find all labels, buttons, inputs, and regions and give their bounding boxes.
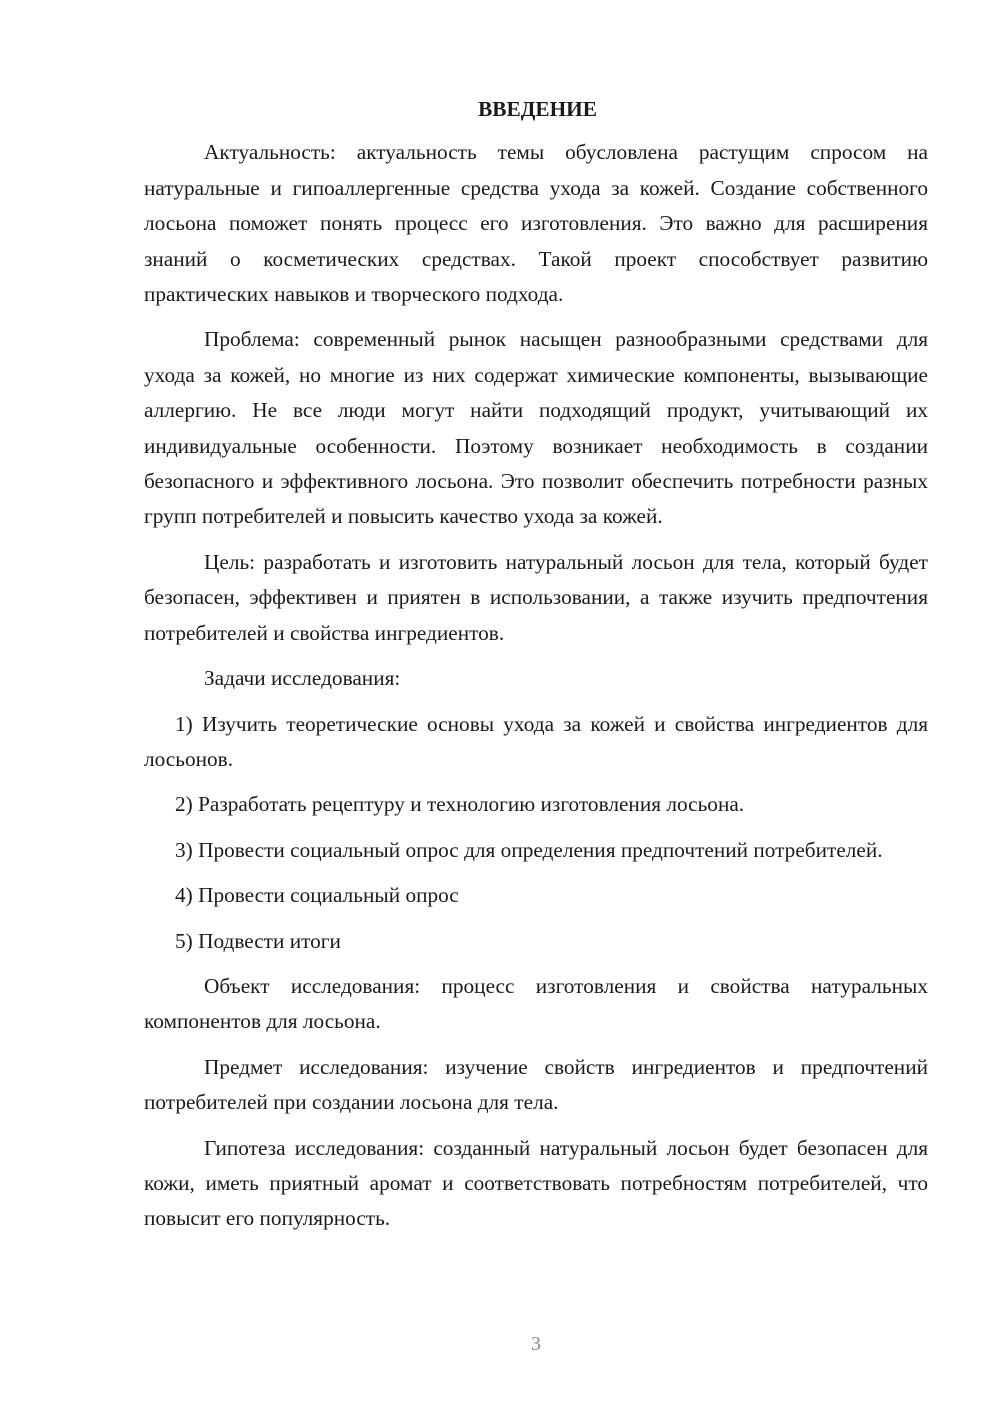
task-item: 5) Подвести итоги xyxy=(175,928,341,953)
tasks-list xyxy=(144,707,928,959)
subject-paragraph: Предмет исследования: изучение свойств ингредиентов и предпочтений потребителей при создании лосьона для тела. xyxy=(144,1054,928,1115)
task-item: 3) Провести социальный опрос для определения предпочтений потребителей. xyxy=(175,837,883,862)
object-paragraph: Объект исследования: процесс изготовления и свойства натуральных компонентов для лосьона. xyxy=(144,973,928,1034)
tasks-heading: Задачи исследования: xyxy=(204,666,401,691)
document-page xyxy=(144,92,928,1247)
task-item: 1) Изучить теоретические основы ухода за кожей и свойства ингредиентов для лосьонов. xyxy=(144,711,928,771)
hypothesis-paragraph: Гипотеза исследования: созданный натуральный лосьон будет безопасен для кожи, иметь приятный аромат и соответствовать потребностям потребителей, что повысит его популярность. xyxy=(144,1135,928,1231)
problem-paragraph: Проблема: современный рынок насыщен разнообразными средствами для ухода за кожей, но многие из них содержат химические компоненты, вызывающие аллергию. Не все люди могут найти подходящий продукт, учитывающий их индивидуальные особенности. Поэтому возникает необходимость в создании безопасного и эффективного лосьона. Это позволит обеспечить потребности разных групп потребителей и повысить качество ухода за кожей. xyxy=(144,327,928,529)
goal-paragraph: Цель: разработать и изготовить натуральный лосьон для тела, который будет безопасен, эффективен и приятен в использовании, а также изучить предпочтения потребителей и свойства ингредиентов. xyxy=(144,549,928,645)
page-title: ВВЕДЕНИЕ xyxy=(478,97,597,121)
relevance-paragraph: Актуальность: актуальность темы обусловлена растущим спросом на натуральные и гипоаллергенные средства ухода за кожей. Создание собственного лосьона поможет понять процесс его изготовления. Это важно для расширения знаний о косметических средствах. Такой проект способствует развитию практических навыков и творческого подхода. xyxy=(144,140,928,307)
task-item: 2) Разработать рецептуру и технологию изготовления лосьона. xyxy=(175,792,745,817)
task-item: 4) Провести социальный опрос xyxy=(175,883,459,908)
page-number: 3 xyxy=(531,1333,541,1355)
